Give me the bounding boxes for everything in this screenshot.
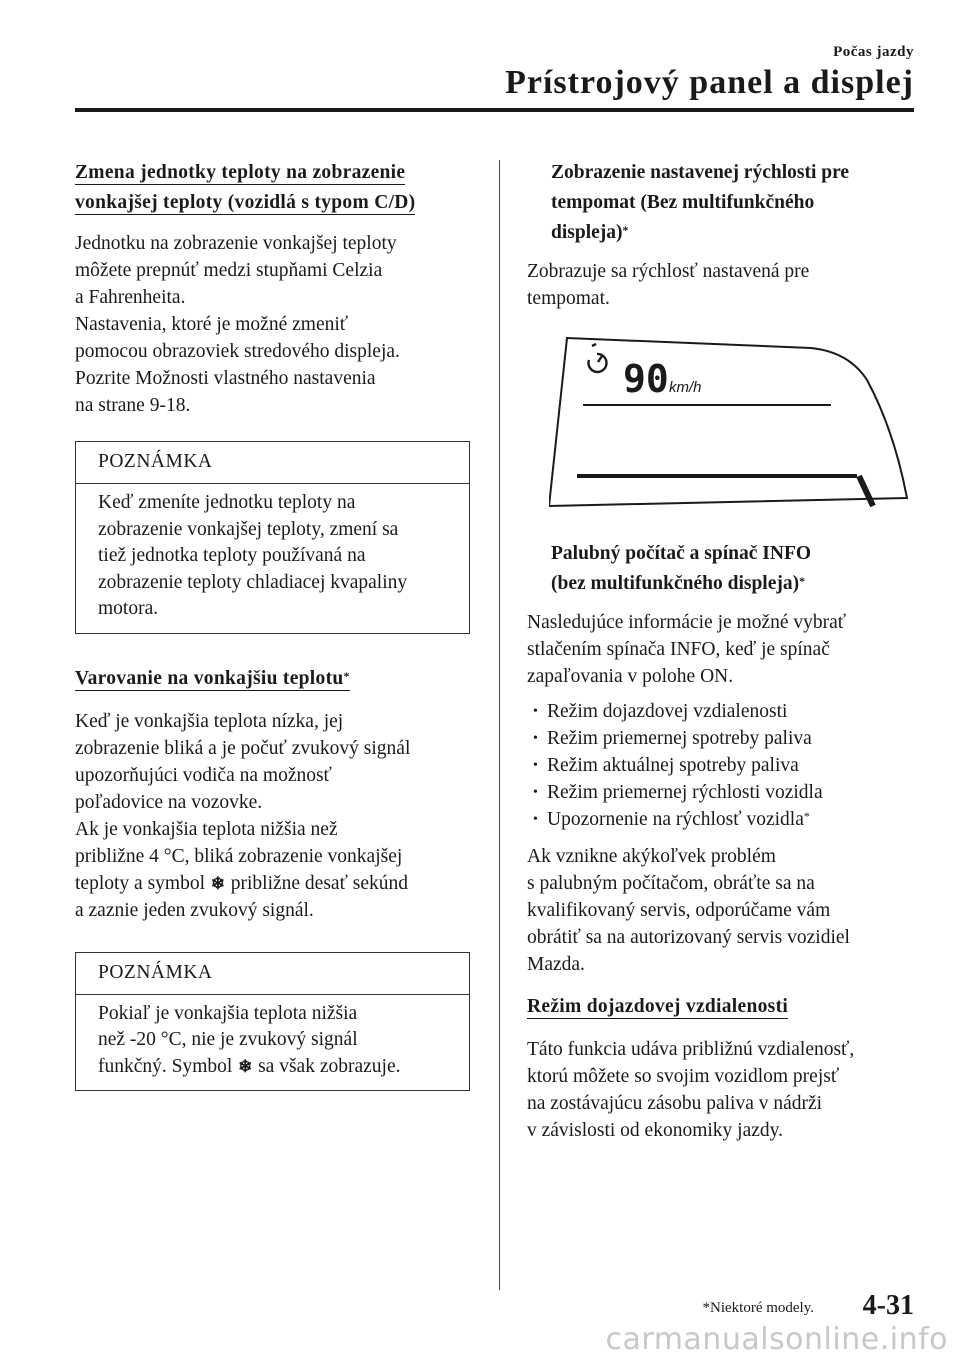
running-header-chapter: Prístrojový panel a displej <box>505 64 914 101</box>
cruise-display-figure <box>549 330 917 525</box>
trip-computer-problem-paragraph: Ak vznikne akýkoľvek problém s palubným počítačom, obráťte sa na kvalifikovaný servis, odporúčame vám obrátiť sa na autorizovaný servis vozidiel Mazda. <box>527 846 850 975</box>
note-heading: POZNÁMKA <box>76 442 469 484</box>
note-box-2 <box>75 952 470 1092</box>
set-speed-value: 90 <box>623 357 669 401</box>
subsection-title-cruise-speed: Zobrazenie nastavenej rýchlosti pre tempomat (Bez multifunkčného displeja)* <box>551 162 850 243</box>
snowflake-icon: ❄ <box>210 873 225 893</box>
snowflake-icon: ❄ <box>238 1056 253 1076</box>
section-title-distance-to-empty: Režim dojazdovej vzdialenosti <box>527 996 789 1017</box>
trip-computer-modes-list <box>527 698 917 833</box>
list-item: • Režim priemernej spotreby paliva <box>533 728 812 749</box>
right-column <box>527 158 917 1144</box>
note-body: Pokiaľ je vonkajšia teplota nižšia než -20 °C, nie je zvukový signál funkčný. Symbol ❄ sa však zobrazuje. <box>76 995 469 1091</box>
note-body: Keď zmeníte jednotku teploty na zobrazenie vonkajšej teploty, zmení sa tiež jednotka teploty používaná na zobrazenie teploty chladiacej kvapaliny motora. <box>98 492 408 619</box>
left-column <box>75 158 470 1091</box>
page-number: 4-31 <box>862 1290 914 1321</box>
note-box-1 <box>75 441 470 634</box>
cluster-display-illustration <box>549 330 909 520</box>
list-item: • Režim aktuálnej spotreby paliva <box>533 755 799 776</box>
note-heading: POZNÁMKA <box>76 953 469 995</box>
watermark: carmanualsonline.info <box>605 1322 948 1357</box>
list-item: • Upozornenie na rýchlosť vozidla* <box>533 809 810 830</box>
cruise-speed-paragraph: Zobrazuje sa rýchlosť nastavená pre tempomat. <box>527 261 810 309</box>
footer-footnote: *Niektoré modely. <box>702 1300 814 1316</box>
section-title-temp-warning: Varovanie na vonkajšiu teplotu* <box>75 667 350 689</box>
temp-unit-paragraph-1: Jednotku na zobrazenie vonkajšej teploty môžete prepnúť medzi stupňami Celzia a Fahrenheita. Nastavenia, ktoré je možné zmeniť pomocou obrazoviek stredového displeja. Pozrite Možnosti vlastného nastavenia na strane 9-18. <box>75 233 400 416</box>
subsection-title-trip-computer: Palubný počítač a spínač INFO (bez multifunkčného displeja)* <box>551 543 812 594</box>
running-header-section: Počas jazdy <box>833 44 914 60</box>
trip-computer-paragraph: Nasledujúce informácie je možné vybrať stlačením spínača INFO, keď je spínač zapaľovania v polohe ON. <box>527 612 847 687</box>
column-divider <box>499 160 500 1290</box>
header-rule <box>75 108 914 112</box>
temp-warning-paragraph: Keď je vonkajšia teplota nízka, jej zobrazenie bliká a je počuť zvukový signál upozorňujúci vodiča na možnosť poľadovice na vozovke. Ak je vonkajšia teplota nižšia než približne 4 °C, bliká zobrazenie vonkajšej teploty a symbol ❄ približne desať sekúnd a zaznie jeden zvukový signál. <box>75 710 411 921</box>
list-item: • Režim dojazdovej vzdialenosti <box>533 701 788 722</box>
list-item: • Režim priemernej rýchlosti vozidla <box>533 782 823 803</box>
speed-unit: km/h <box>669 379 702 396</box>
distance-to-empty-paragraph: Táto funkcia udáva približnú vzdialenosť, ktorú môžete so svojim vozidlom prejsť na zostávajúcu zásobu paliva v nádrži v závislosti od ekonomiky jazdy. <box>527 1039 855 1141</box>
section-title-temp-unit: Zmena jednotky teploty na zobrazenie vonkajšej teploty (vozidlá s typom C/D) <box>75 162 416 213</box>
